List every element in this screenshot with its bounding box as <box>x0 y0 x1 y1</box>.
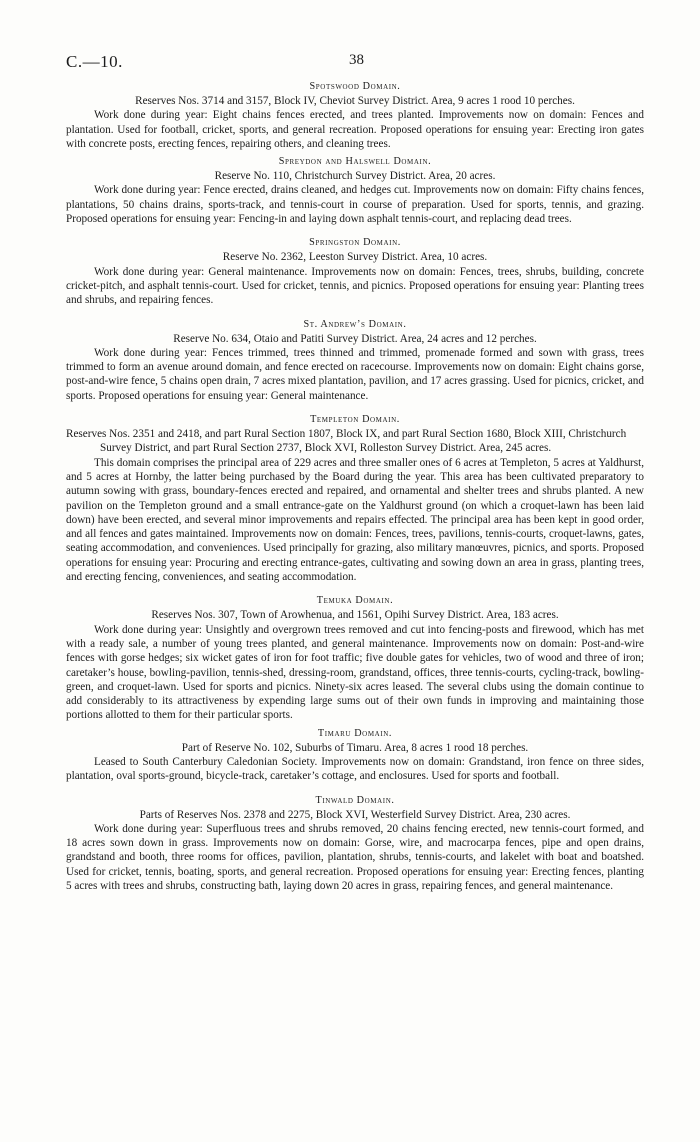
section-body: Work done during year: Superfluous trees and shrubs removed, 20 chains fencing erected, new tennis-court formed, and 18 acres sown down in grass. Improvements now on domain: Gorse, wire, and macrocarpa fences, pipe and open drains, grandstand and booth, three rooms for offices, pavilion, plantation, shrubs, tennis-courts, and lakelet with boat and boatshed. Used for cricket, tennis, boating, sports, and general recreation. Proposed operations for ensuing year: Erecting fences, planting 5 acres with trees and shrubs, constructing bath, laying down 20 acres in grass, repairing fences, and general maintenance. <box>66 822 644 893</box>
reserve-line: Reserves Nos. 307, Town of Arowhenua, and 1561, Opihi Survey District. Area, 183 acres. <box>151 609 559 622</box>
reserve-line: Reserve No. 2362, Leeston Survey District. Area, 10 acres. <box>222 251 488 264</box>
reserve-line: Parts of Reserves Nos. 2378 and 2275, Block XVI, Westerfield Survey District. Area, 230 acres. <box>139 808 571 821</box>
domain-section <box>66 80 644 151</box>
section-title: Templeton Domain. <box>310 414 400 426</box>
section-title: Spreydon and Halswell Domain. <box>278 156 432 168</box>
domain-section <box>66 794 644 894</box>
section-body: Work done during year: Fence erected, drains cleaned, and hedges cut. Improvements now on domain: Fifty chains fences, plantations, 50 chains drains, sports-track, and tennis-court in course of preparation. Used for sports, tennis, and grazing. Proposed operations for ensuing year: Fencing-in and laying down asphalt tennis-court, and replacing dead trees. <box>66 184 644 226</box>
domain-section <box>66 236 644 307</box>
section-body: This domain comprises the principal area of 229 acres and three smaller ones of 6 acres at Templeton, 5 acres at Yaldhurst, and 5 acres at Hornby, the latter being purchased by the Board during the year. This area has been cultivated preparatory to autumn sowing with grass, boundary-fences erected and repaired, and ornamental and shelter trees and shrubs planted. A new pavilion on the Templeton ground and a small entrance-gate on the Yaldhurst ground (on which a croquet-lawn has been laid down) have been erected, and several minor improvements and repairs effected. The principal area has been kept in good order, and all fences and gates maintained. Improvements now on domain: Fences, trees, pavilions, tennis-courts, croquet-lawns, gates, seating accommodation, and conveniences. Used principally for grazing, also military manœuvres, picnics, and sports. Proposed operations for ensuing year: Procuring and erecting entrance-gates, cultivating and sowing down an area in grass, planting trees, and erecting fencing, conveniences, and seating accommodation. <box>66 456 644 584</box>
section-body: Work done during year: Unsightly and overgrown trees removed and cut into fencing-posts and firewood, which has met with a ready sale, a number of young trees planted, and general maintenance. Improvements now on domain: Post-and-wire fences with gorse hedges; six wicket gates of iron for foot traffic; five double gates for vehicles, two of wood and three of iron; caretaker’s house, bowling-pavilion, tennis-shed, dressing-room, grandstand, offices, three tennis-courts, cycling-track, bowling-green, and croquet-lawn. Used for sports and picnics. Ninety-six acres leased. The several clubs using the domain continue to add considerably to its attractiveness by expending large sums out of their own funds in improving and maintaining those portions allotted to them for their particular sports. <box>66 623 644 722</box>
section-title: Tinwald Domain. <box>315 794 395 806</box>
domain-section <box>66 155 644 226</box>
domain-section <box>66 594 644 722</box>
section-title: Timaru Domain. <box>317 727 393 739</box>
reserve-line: Part of Reserve No. 102, Suburbs of Timaru. Area, 8 acres 1 rood 18 perches. <box>181 741 529 754</box>
section-body: Leased to South Canterbury Caledonian Society. Improvements now on domain: Grandstand, iron fence on three sides, plantation, oval sports-ground, bicycle-track, caretaker’s cottage, and enclosures. Used for sports and football. <box>66 755 644 783</box>
page-header <box>66 0 644 80</box>
reserve-line: Reserve No. 110, Christchurch Survey District. Area, 20 acres. <box>214 170 496 183</box>
section-title: Springston Domain. <box>309 237 401 249</box>
section-title: St. Andrew’s Domain. <box>303 318 407 330</box>
page-number: 38 <box>349 52 364 68</box>
section-body: Work done during year: Fences trimmed, trees thinned and trimmed, promenade formed and sown with grass, trees trimmed to form an avenue around domain, and fence erected on racecourse. Improvements now on domain: Eight chains gorse, post-and-wire fence, 5 chains open drain, 7 acres mixed plantation, pavilion, and 17 acres grassing. Used for picnics, cricket, and sports. Proposed operations for ensuing year: General maintenance. <box>66 346 644 402</box>
document-reference: C.—10. <box>66 52 123 71</box>
reserve-line: Reserves Nos. 3714 and 3157, Block IV, Cheviot Survey District. Area, 9 acres 1 rood 10 perches. <box>135 95 575 107</box>
section-title: Spotswood Domain. <box>309 81 401 92</box>
reserve-line: Reserves Nos. 2351 and 2418, and part Rural Section 1807, Block IX, and part Rural Section 1680, Block XIII, Christchurch Survey District, and part Rural Section 2737, Block XVI, Rolleston Survey District. Area, 245 acres. <box>66 428 627 455</box>
section-body: Work done during year: Eight chains fences erected, and trees planted. Improvements now on domain: Fences and plantation. Used for football, cricket, sports, and general recreation. Proposed operations for ensuing year: Erecting iron gates with concrete posts, erecting fences, repairing others, and cleaning trees. <box>66 109 644 150</box>
domain-section <box>66 727 644 784</box>
section-body: Work done during year: General maintenance. Improvements now on domain: Fences, trees, shrubs, building, concrete cricket-pitch, and asphalt tennis-court. Used for cricket, tennis, and picnics. Proposed operations for ensuing year: Planting trees and shrubs, and repairing fences. <box>66 265 644 307</box>
section-title: Temuka Domain. <box>316 595 394 607</box>
reserve-line: Reserve No. 634, Otaio and Patiti Survey District. Area, 24 acres and 12 perches. <box>173 332 537 345</box>
domain-section <box>66 413 644 584</box>
domain-section <box>66 318 644 403</box>
